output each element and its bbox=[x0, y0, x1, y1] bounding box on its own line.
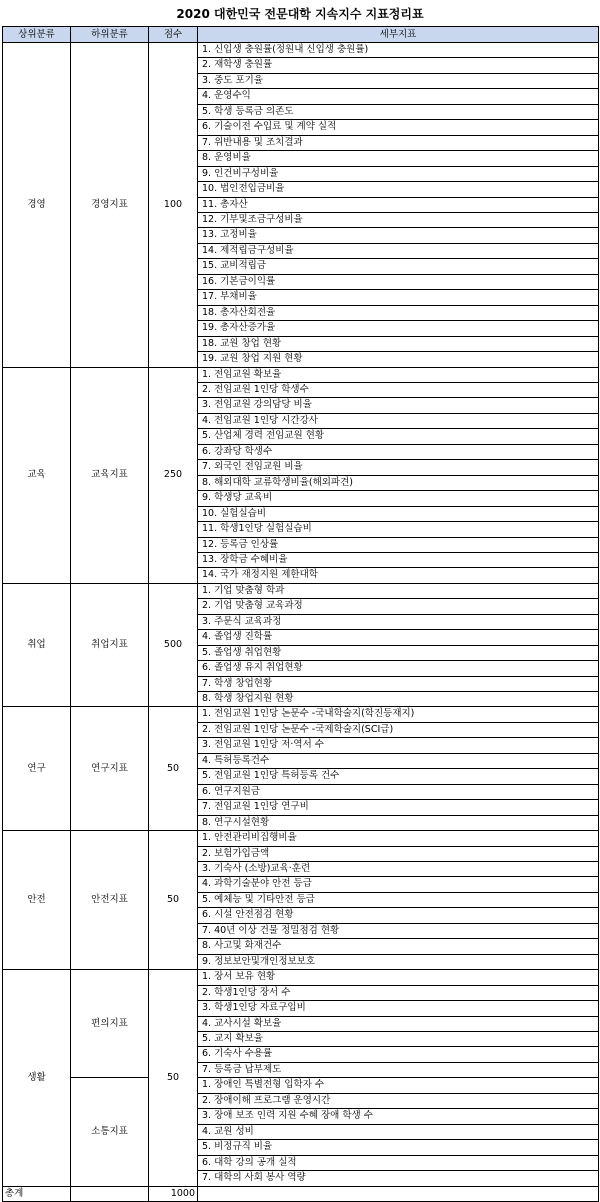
lower-category: 소통지표 bbox=[71, 1078, 149, 1186]
detail-indicator: 5. 전임교원 1인당 특허등록 건수 bbox=[198, 769, 599, 784]
detail-indicator: 8. 학생 창업지원 현황 bbox=[198, 692, 599, 707]
detail-indicator: 2. 학생1인당 장서 수 bbox=[198, 985, 599, 1000]
detail-indicator: 7. 대학의 사회 봉사 역량 bbox=[198, 1171, 599, 1186]
lower-category: 취업지표 bbox=[71, 583, 149, 707]
total-detail-empty bbox=[198, 1186, 599, 1201]
detail-indicator: 5. 졸업생 취업현황 bbox=[198, 645, 599, 660]
table-row bbox=[3, 831, 599, 846]
detail-indicator: 7. 전임교원 1인당 연구비 bbox=[198, 800, 599, 815]
detail-indicator: 6. 강좌당 학생수 bbox=[198, 444, 599, 459]
detail-indicator: 1. 전임교원 1인당 논문수 -국내학술지(학진등재지) bbox=[198, 707, 599, 722]
lower-category: 교육지표 bbox=[71, 367, 149, 583]
score-cell: 500 bbox=[149, 583, 198, 707]
detail-indicator: 7. 학생 창업현황 bbox=[198, 676, 599, 691]
table-body bbox=[3, 43, 599, 1202]
detail-indicator: 4. 운영수익 bbox=[198, 89, 599, 104]
table-row bbox=[3, 583, 599, 598]
total-label: 총계 bbox=[3, 1186, 71, 1201]
detail-indicator: 3. 중도 포기율 bbox=[198, 73, 599, 88]
detail-indicator: 18. 총자산회전율 bbox=[198, 305, 599, 320]
detail-indicator: 8. 사고및 화재건수 bbox=[198, 939, 599, 954]
header-lower: 하위분류 bbox=[71, 27, 149, 43]
detail-indicator: 7. 등록금 납부제도 bbox=[198, 1062, 599, 1077]
detail-indicator: 12. 기부및조금구성비율 bbox=[198, 212, 599, 227]
detail-indicator: 3. 주문식 교육과정 bbox=[198, 614, 599, 629]
detail-indicator: 8. 연구시설현황 bbox=[198, 815, 599, 830]
detail-indicator: 18. 교원 창업 현황 bbox=[198, 336, 599, 351]
header-score: 점수 bbox=[149, 27, 198, 43]
page-title: 2020 대한민국 전문대학 지속지수 지표정리표 bbox=[176, 7, 424, 21]
detail-indicator: 3. 전임교원 1인당 저·역서 수 bbox=[198, 738, 599, 753]
header-upper: 상위분류 bbox=[3, 27, 71, 43]
detail-indicator: 12. 등록금 인상률 bbox=[198, 537, 599, 552]
detail-indicator: 6. 연구지원금 bbox=[198, 784, 599, 799]
detail-indicator: 19. 총자산증가율 bbox=[198, 321, 599, 336]
upper-category: 취업 bbox=[3, 583, 71, 707]
detail-indicator: 7. 위반내용 및 조치결과 bbox=[198, 135, 599, 150]
table-row bbox=[3, 43, 599, 58]
detail-indicator: 5. 교지 확보율 bbox=[198, 1032, 599, 1047]
lower-category: 편의지표 bbox=[71, 970, 149, 1078]
detail-indicator: 2. 기업 맞춤형 교육과정 bbox=[198, 599, 599, 614]
lower-category: 경영지표 bbox=[71, 43, 149, 368]
lower-category: 연구지표 bbox=[71, 707, 149, 831]
detail-indicator: 1. 신입생 충원률(정원내 신입생 충원률) bbox=[198, 43, 599, 58]
detail-indicator: 2. 장애이해 프로그램 운영시간 bbox=[198, 1093, 599, 1108]
detail-indicator: 10. 법인전입금비율 bbox=[198, 182, 599, 197]
detail-indicator: 5. 예체능 및 기타안전 등급 bbox=[198, 892, 599, 907]
detail-indicator: 4. 교사시설 확보율 bbox=[198, 1016, 599, 1031]
detail-indicator: 13. 장학금 수혜비율 bbox=[198, 552, 599, 567]
detail-indicator: 6. 시설 안전점검 현황 bbox=[198, 908, 599, 923]
total-row bbox=[3, 1186, 599, 1201]
score-cell: 50 bbox=[149, 970, 198, 1186]
table-row bbox=[3, 367, 599, 382]
table-row bbox=[3, 1078, 599, 1093]
detail-indicator: 1. 장서 보유 현황 bbox=[198, 970, 599, 985]
detail-indicator: 9. 인건비구성비율 bbox=[198, 166, 599, 181]
table-row bbox=[3, 707, 599, 722]
detail-indicator: 5. 학생 등록금 의존도 bbox=[198, 104, 599, 119]
detail-indicator: 3. 장애 보조 인력 지원 수혜 장애 학생 수 bbox=[198, 1109, 599, 1124]
detail-indicator: 1. 기업 맞춤형 학과 bbox=[198, 583, 599, 598]
detail-indicator: 2. 보험가입금액 bbox=[198, 846, 599, 861]
detail-indicator: 10. 실험실습비 bbox=[198, 506, 599, 521]
detail-indicator: 2. 전임교원 1인당 논문수 -국제학술지(SCI급) bbox=[198, 722, 599, 737]
detail-indicator: 1. 전임교원 확보율 bbox=[198, 367, 599, 382]
detail-indicator: 15. 교비적립금 bbox=[198, 259, 599, 274]
detail-indicator: 3. 학생1인당 자료구입비 bbox=[198, 1001, 599, 1016]
indicator-table bbox=[2, 26, 599, 1202]
total-value: 1000 bbox=[149, 1186, 198, 1201]
detail-indicator: 5. 비정규직 비율 bbox=[198, 1140, 599, 1155]
detail-indicator: 5. 산업체 경력 전임교원 현황 bbox=[198, 429, 599, 444]
upper-category: 안전 bbox=[3, 831, 71, 970]
detail-indicator: 2. 재학생 충원률 bbox=[198, 58, 599, 73]
detail-indicator: 1. 장애인 특별전형 입학자 수 bbox=[198, 1078, 599, 1093]
detail-indicator: 8. 해외대학 교류학생비율(해외파견) bbox=[198, 475, 599, 490]
upper-category: 연구 bbox=[3, 707, 71, 831]
lower-category: 안전지표 bbox=[71, 831, 149, 970]
upper-category: 생활 bbox=[3, 970, 71, 1186]
detail-indicator: 4. 교원 성비 bbox=[198, 1124, 599, 1139]
detail-indicator: 6. 기숙사 수용률 bbox=[198, 1047, 599, 1062]
header-row bbox=[3, 27, 599, 43]
detail-indicator: 14. 제적립금구성비율 bbox=[198, 243, 599, 258]
detail-indicator: 7. 40년 이상 건물 정밀점검 현황 bbox=[198, 923, 599, 938]
header-detail: 세부지표 bbox=[198, 27, 599, 43]
total-empty bbox=[71, 1186, 149, 1201]
detail-indicator: 2. 전임교원 1인당 학생수 bbox=[198, 382, 599, 397]
score-cell: 100 bbox=[149, 43, 198, 368]
detail-indicator: 1. 안전관리비집행비율 bbox=[198, 831, 599, 846]
detail-indicator: 6. 기술이전 수입료 및 계약 실적 bbox=[198, 120, 599, 135]
detail-indicator: 13. 고정비율 bbox=[198, 228, 599, 243]
detail-indicator: 7. 외국인 전임교원 비율 bbox=[198, 460, 599, 475]
detail-indicator: 9. 정보보안및개인정보보호 bbox=[198, 954, 599, 969]
score-cell: 250 bbox=[149, 367, 198, 583]
upper-category: 경영 bbox=[3, 43, 71, 368]
detail-indicator: 6. 졸업생 유지 취업현황 bbox=[198, 661, 599, 676]
detail-indicator: 16. 기본금이익률 bbox=[198, 274, 599, 289]
detail-indicator: 8. 운영비율 bbox=[198, 151, 599, 166]
detail-indicator: 4. 특허등록건수 bbox=[198, 753, 599, 768]
detail-indicator: 6. 대학 강의 공개 실적 bbox=[198, 1155, 599, 1170]
upper-category: 교육 bbox=[3, 367, 71, 583]
detail-indicator: 19. 교원 창업 지원 현황 bbox=[198, 352, 599, 367]
detail-indicator: 4. 졸업생 진학률 bbox=[198, 630, 599, 645]
detail-indicator: 17. 부채비율 bbox=[198, 290, 599, 305]
detail-indicator: 4. 전임교원 1인당 시간강사 bbox=[198, 413, 599, 428]
detail-indicator: 9. 학생당 교육비 bbox=[198, 491, 599, 506]
table-row bbox=[3, 970, 599, 985]
score-cell: 50 bbox=[149, 831, 198, 970]
detail-indicator: 3. 전임교원 강의담당 비율 bbox=[198, 398, 599, 413]
detail-indicator: 4. 과학기술분야 안전 등급 bbox=[198, 877, 599, 892]
detail-indicator: 3. 기숙사 (소방)교육·훈련 bbox=[198, 862, 599, 877]
detail-indicator: 14. 국가 재정지원 제한대학 bbox=[198, 568, 599, 583]
detail-indicator: 11. 총자산 bbox=[198, 197, 599, 212]
detail-indicator: 11. 학생1인당 실험실습비 bbox=[198, 522, 599, 537]
score-cell: 50 bbox=[149, 707, 198, 831]
